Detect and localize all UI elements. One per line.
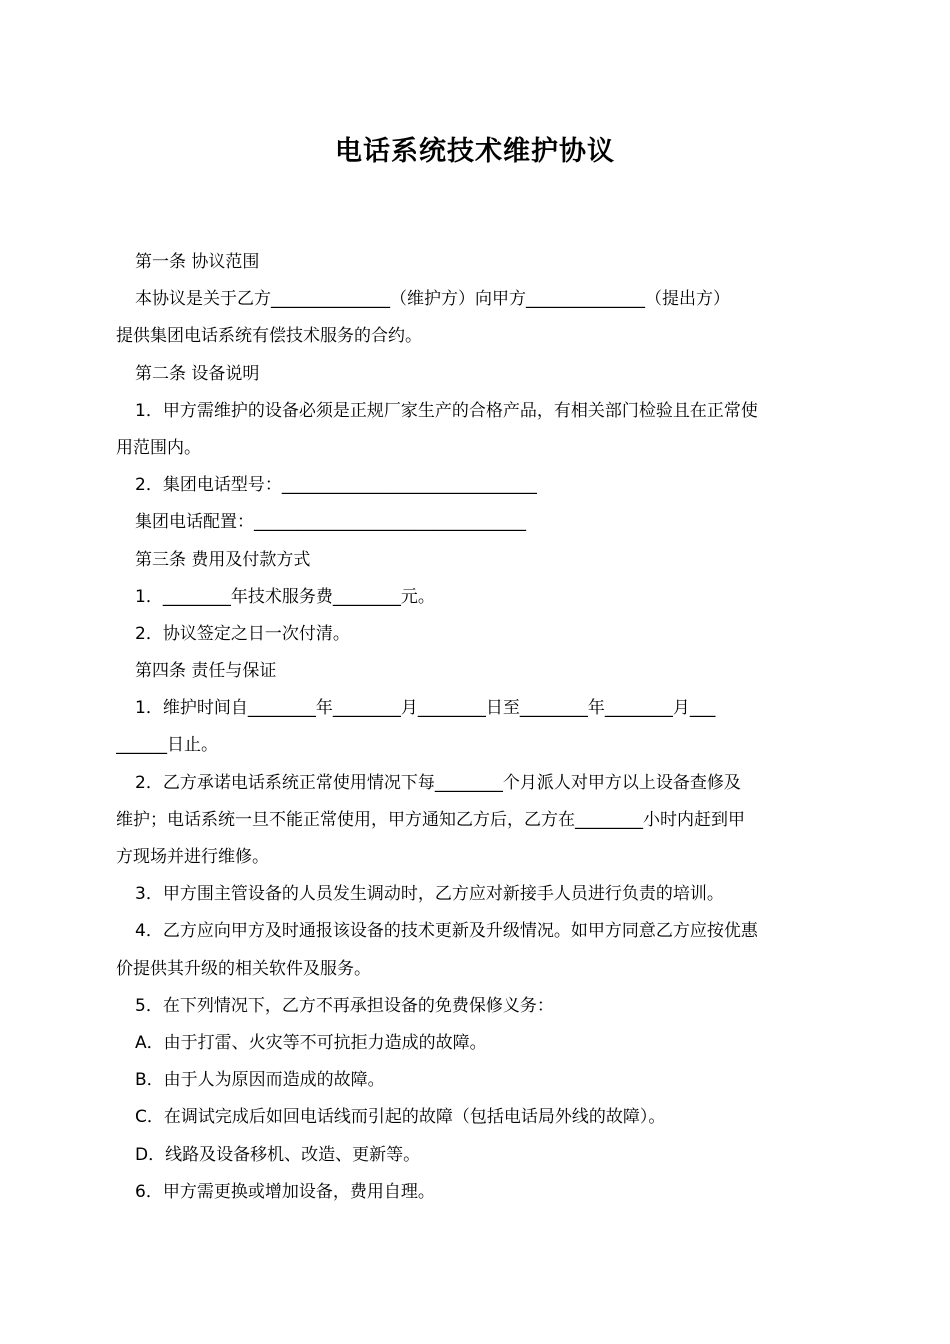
paragraph-line: 价提供其升级的相关软件及服务。	[116, 958, 371, 979]
paragraph-line: 集团电话配置：________________________________	[135, 512, 526, 533]
paragraph-line: 1．甲方需维护的设备必须是正规厂家生产的合格产品，有相关部门检验且在正常使	[135, 400, 758, 421]
document-body	[116, 244, 838, 1211]
list-item: C．在调试完成后如回电话线而引起的故障（包括电话局外线的故障）。	[135, 1107, 666, 1128]
paragraph-line: 用范围内。	[116, 437, 201, 458]
paragraph-line: 2．乙方承诺电话系统正常使用情况下每________个月派人对甲方以上设备查修及	[135, 772, 741, 793]
paragraph-line: 2．集团电话型号：______________________________	[135, 475, 537, 496]
article-4-heading: 第四条 责任与保证	[135, 661, 277, 682]
paragraph-line: 提供集团电话系统有偿技术服务的合约。	[116, 326, 422, 347]
article-2-heading: 第二条 设备说明	[135, 363, 260, 384]
paragraph-line: ______日止。	[116, 735, 218, 756]
article-1-heading: 第一条 协议范围	[135, 252, 260, 272]
article-3-heading: 第三条 费用及付款方式	[135, 549, 311, 570]
paragraph-line: 本协议是关于乙方______________（维护方）向甲方______________（提出方）	[135, 289, 730, 310]
paragraph-line: 4．乙方应向甲方及时通报该设备的技术更新及升级情况。如甲方同意乙方应按优惠	[135, 921, 758, 942]
list-item: B．由于人为原因而造成的故障。	[135, 1070, 385, 1091]
list-item: D．线路及设备移机、改造、更新等。	[135, 1144, 421, 1165]
paragraph-line: 3．甲方围主管设备的人员发生调动时，乙方应对新接手人员进行负责的培训。	[135, 884, 724, 905]
paragraph-line: 维护；电话系统一旦不能正常使用，甲方通知乙方后，乙方在________小时内赶到甲	[116, 809, 745, 830]
paragraph-line: 1．维护时间自________年________月________日至________年________月___	[135, 698, 716, 719]
paragraph-line: 1．________年技术服务费________元。	[135, 586, 435, 607]
document-title: 电话系统技术维护协议	[335, 136, 615, 167]
paragraph-line: 5．在下列情况下，乙方不再承担设备的免费保修义务：	[135, 995, 554, 1016]
paragraph-line: 方现场并进行维修。	[116, 847, 269, 867]
paragraph-line: 2．协议签定之日一次付清。	[135, 623, 350, 644]
list-item: A．由于打雷、火灾等不可抗拒力造成的故障。	[135, 1032, 487, 1053]
paragraph-line: 6．甲方需更换或增加设备，费用自理。	[135, 1181, 435, 1202]
